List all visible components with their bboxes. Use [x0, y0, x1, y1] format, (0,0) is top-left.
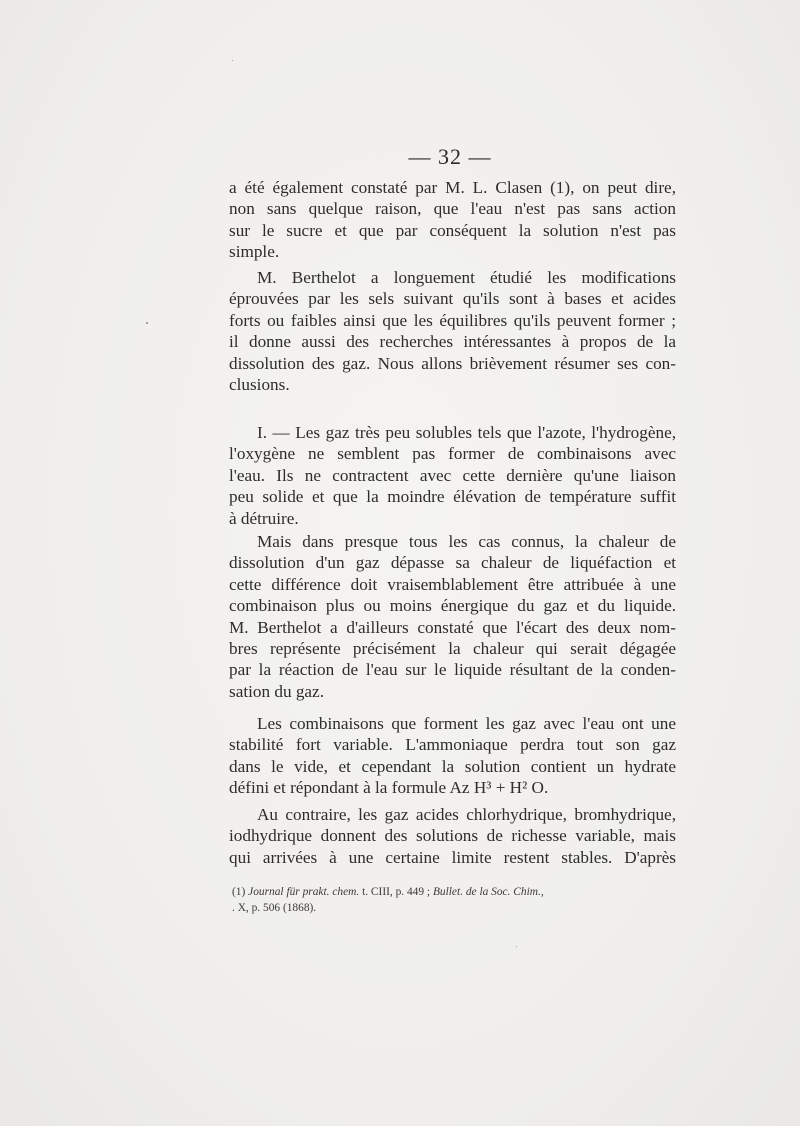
text-line: Au contraire, les gaz acides chlorhydrique, bromhydrique, [257, 805, 676, 824]
paragraph-3 [229, 422, 676, 529]
footnote-reference: t. CIII, p. 449 ; [362, 886, 431, 898]
text-line: dans le vide, et cependant la solution contient un hydrate [229, 756, 676, 776]
text-line: forts ou faibles ainsi que les équilibres qu'ils peuvent former ; [229, 310, 676, 330]
footnote-line-1 [232, 884, 678, 900]
text-line: cette différence doit vraisemblablement être attribuée à une [229, 574, 676, 594]
scan-speck [232, 60, 233, 61]
paragraph-5 [229, 713, 676, 799]
text-line: M. Berthelot a longuement étudié les modifications [257, 268, 676, 287]
text-line: à détruire. [229, 508, 299, 528]
text-line: l'eau. Ils ne contractent avec cette dernière qu'une liaison [229, 465, 676, 485]
scan-speck [146, 322, 148, 324]
text-line: bres représente précisément la chaleur qui serait dégagée [229, 638, 676, 658]
text-line: sur le sucre et que par conséquent la solution n'est pas [229, 220, 676, 240]
footnote [232, 884, 678, 916]
text-line: défini et répondant à la formule Az H³ + H² O. [229, 778, 549, 798]
text-line: stabilité fort variable. L'ammoniaque perdra tout son gaz [229, 735, 676, 755]
text-line: Mais dans presque tous les cas connus, la chaleur de [257, 532, 676, 551]
text-line: l'oxygène ne semblent pas former de combinaisons avec [229, 444, 676, 464]
footnote-marker: (1) [232, 886, 246, 898]
text-line: sation du gaz. [229, 681, 324, 701]
paragraph-4 [229, 531, 676, 702]
text-line: qui arrivées à une certaine limite restent stables. D'après [229, 847, 676, 867]
text-line: simple. [229, 242, 280, 262]
text-line: Les combinaisons que forment les gaz avec l'eau ont une [257, 714, 676, 733]
footnote-journal: Journal für prakt. chem. [248, 886, 360, 898]
scan-speck [516, 946, 517, 947]
text-line: combinaison plus ou moins énergique du gaz et du liquide. [229, 596, 676, 616]
text-line: par la réaction de l'eau sur le liquide résultant de la conden- [229, 660, 676, 680]
paragraph-6 [229, 804, 676, 868]
text-line: M. Berthelot a d'ailleurs constaté que l'écart des deux nom- [229, 617, 676, 637]
text-line: non sans quelque raison, que l'eau n'est pas sans action [229, 199, 676, 219]
text-line: il donne aussi des recherches intéressantes à propos de la [229, 332, 676, 352]
paragraph-1 [229, 177, 676, 263]
text-line: peu solide et que la moindre élévation de température suffit [229, 487, 676, 507]
text-line: I. — Les gaz très peu solubles tels que l'azote, l'hydrogène, [257, 423, 676, 442]
text-line: a été également constaté par M. L. Clasen (1), on peut dire, [229, 178, 676, 197]
text-line: clusions. [229, 374, 290, 394]
text-line: iodhydrique donnent des solutions de richesse variable, mais [229, 826, 676, 846]
footnote-journal-2: Bullet. de la Soc. Chim., [432, 886, 544, 898]
paragraph-2 [229, 267, 676, 395]
footnote-line-2: . X, p. 506 (1868). [232, 902, 317, 914]
text-line: dissolution d'un gaz dépasse sa chaleur de liquéfaction et [229, 553, 676, 573]
text-line: éprouvées par les sels suivant qu'ils sont à bases et acides [229, 289, 676, 309]
page-number: — 32 — [408, 144, 492, 169]
text-line: dissolution des gaz. Nous allons brièvement résumer ses con- [229, 353, 676, 373]
